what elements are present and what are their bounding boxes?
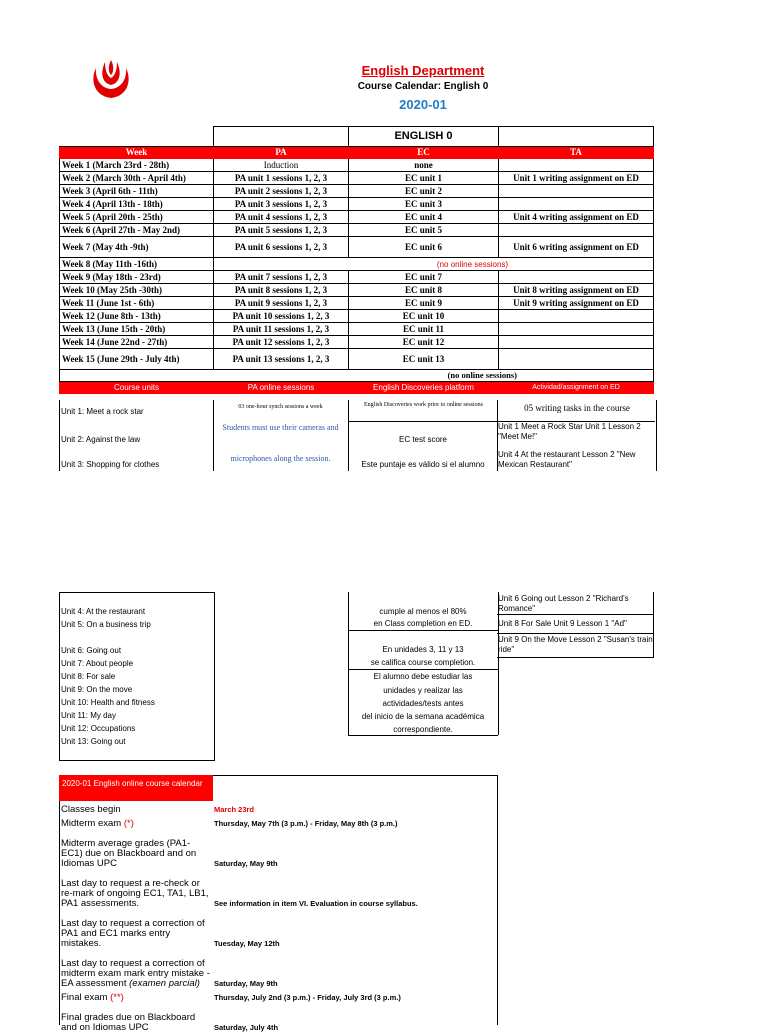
calendar-label: Midterm exam (*) — [61, 818, 134, 829]
schedule-table — [59, 126, 654, 394]
ed-valid-note: Este puntaje es válido si el alumno — [361, 460, 485, 469]
calendar-row — [61, 869, 494, 909]
calendar-row — [61, 989, 494, 1003]
pa-cell: PA unit 13 sessions 1, 2, 3 — [214, 349, 349, 370]
unit-item — [61, 631, 155, 644]
week-cell: Week 10 (May 25th -30th) — [60, 284, 214, 297]
ta-unit4: Unit 4 At the restaurant Lesson 2 "New Mexican Restaurant" — [498, 450, 636, 469]
ed-class-note: en Class completion en ED. — [373, 619, 473, 628]
unit-item: Unit 9: On the move — [61, 685, 133, 694]
ta-unit9: Unit 9 On the Move Lesson 2 "Susan's train ride" — [498, 635, 653, 654]
pa-cell: PA unit 7 sessions 1, 2, 3 — [214, 271, 349, 284]
table-row — [60, 185, 654, 198]
ta-cell: Unit 4 writing assignment on ED — [499, 211, 654, 224]
calendar-value: March 23rd — [214, 805, 255, 814]
ec-cell: EC unit 3 — [349, 198, 499, 211]
ec-cell: EC unit 5 — [349, 224, 499, 237]
week-cell: Week 13 (June 15th - 20th) — [60, 323, 214, 336]
col-pa: PA — [214, 147, 349, 159]
table-title: ENGLISH 0 — [349, 127, 499, 147]
table-row — [60, 349, 654, 370]
table-row — [60, 211, 654, 224]
pa-microphones-note: microphones along the session. — [230, 454, 331, 463]
pa-cell: PA unit 9 sessions 1, 2, 3 — [214, 297, 349, 310]
pa-sync-note: 03 one-hour synch sessions a week — [238, 404, 323, 410]
hdr-course-units: Course units — [60, 382, 214, 394]
ed-units-note: En unidades 3, 11 y 13 — [382, 645, 464, 654]
ta-cell: Unit 6 writing assignment on ED — [499, 237, 654, 258]
ta-cell: Unit 1 writing assignment on ED — [499, 172, 654, 185]
calendar-value: Saturday, May 9th — [214, 979, 278, 988]
ec-cell: EC unit 4 — [349, 211, 499, 224]
hdr-ed-platform: English Discoveries platform — [349, 382, 499, 394]
calendar-label: Last day to request a correction of midterm exam mark entry mistake - EA assessment (examen parcial) — [61, 958, 210, 989]
units-bottom-list — [61, 605, 155, 748]
pa-cell: PA unit 12 sessions 1, 2, 3 — [214, 336, 349, 349]
course-calendar-title: Course Calendar: English 0 — [357, 81, 489, 92]
pa-cell: Induction — [214, 159, 349, 172]
ta-cell — [499, 336, 654, 349]
week-cell: Week 5 (April 20th - 25th) — [60, 211, 214, 224]
ed-must-4: del inicio de la semana académica — [361, 712, 485, 721]
pa-cell: PA unit 5 sessions 1, 2, 3 — [214, 224, 349, 237]
calendar-label: Last day to request a correction of PA1 and EC1 marks entry mistakes. — [61, 918, 205, 949]
pa-cell: PA unit 2 sessions 1, 2, 3 — [214, 185, 349, 198]
ec-cell: EC unit 10 — [349, 310, 499, 323]
ed-must-1: El alumno debe estudiar las — [373, 672, 473, 681]
table-row — [60, 284, 654, 297]
calendar-value: Saturday, July 4th — [214, 1023, 279, 1032]
ec-cell: EC unit 1 — [349, 172, 499, 185]
ta-cell — [499, 185, 654, 198]
table-row — [60, 310, 654, 323]
calendar-label: Final exam (**) — [61, 992, 124, 1003]
ec-cell: EC unit 11 — [349, 323, 499, 336]
week-cell: Week 4 (April 13th - 18th) — [60, 198, 214, 211]
pa-cameras-note: Students must use their cameras and — [222, 423, 339, 432]
ta-unit1: Unit 1 Meet a Rock Star Unit 1 Lesson 2 "Meet Me!" — [498, 422, 641, 441]
table-row — [60, 297, 654, 310]
ec-cell: EC unit 2 — [349, 185, 499, 198]
ta-cell — [499, 198, 654, 211]
calendar-value: Saturday, May 9th — [214, 859, 278, 868]
ta-unit6: Unit 6 Going out Lesson 2 "Richard's Romance" — [498, 594, 629, 613]
week-cell: Week 14 (June 22nd - 27th) — [60, 336, 214, 349]
unit-item: Unit 4: At the restaurant — [61, 607, 146, 616]
week-cell: Week 9 (May 18th - 23rd) — [60, 271, 214, 284]
unit-item: Unit 13: Going out — [61, 737, 126, 746]
unit-3: Unit 3: Shopping for clothes — [61, 460, 160, 469]
ed-test-score: EC test score — [398, 435, 447, 444]
ec-cell: none — [349, 159, 499, 172]
calendar-row — [61, 801, 494, 815]
calendar-label: Classes begin — [61, 804, 121, 815]
unit-item: Unit 12: Occupations — [61, 724, 136, 733]
week-cell: Week 7 (May 4th -9th) — [60, 237, 214, 258]
ed-min-note: cumple al menos el 80% — [379, 607, 467, 616]
ec-cell: EC unit 7 — [349, 271, 499, 284]
hdr-activity-ed: Actividad/assignment on ED — [499, 382, 654, 394]
ta-cell — [499, 159, 654, 172]
table-row — [60, 258, 654, 271]
week-cell: Week 8 (May 11th -16th) — [60, 258, 214, 271]
ec-cell: EC unit 13 — [349, 349, 499, 370]
pa-cell: PA unit 4 sessions 1, 2, 3 — [214, 211, 349, 224]
week-cell: Week 6 (April 27th - May 2nd) — [60, 224, 214, 237]
calendar-value: Thursday, May 7th (3 p.m.) - Friday, May 8th (3 p.m.) — [214, 819, 398, 828]
week-cell: Week 3 (April 6th - 11th) — [60, 185, 214, 198]
ec-cell: EC unit 9 — [349, 297, 499, 310]
table-row — [60, 271, 654, 284]
unit-item: Unit 7: About people — [61, 659, 134, 668]
no-sessions-note: (no online sessions) — [214, 258, 654, 271]
unit-item: Unit 5: On a business trip — [61, 620, 151, 629]
calendar-label: Final grades due on Blackboard and on Idiomas UPC — [61, 1012, 196, 1033]
pa-cell: PA unit 8 sessions 1, 2, 3 — [214, 284, 349, 297]
pa-cell: PA unit 6 sessions 1, 2, 3 — [214, 237, 349, 258]
ed-prior-work: English Discoveries work prior to online sessions — [364, 402, 483, 408]
ta-cell — [499, 349, 654, 370]
calendar-row — [61, 1003, 494, 1033]
ta-cell — [499, 323, 654, 336]
calendar-label: Midterm average grades (PA1-EC1) due on Blackboard and on Idiomas UPC — [61, 838, 197, 869]
pa-cell: PA unit 11 sessions 1, 2, 3 — [214, 323, 349, 336]
ta-cell — [499, 310, 654, 323]
week-cell: Week 2 (March 30th - April 4th) — [60, 172, 214, 185]
term-label: 2020-01 — [399, 97, 447, 112]
ed-must-3: actividades/tests antes — [382, 699, 464, 708]
pa-cell: PA unit 10 sessions 1, 2, 3 — [214, 310, 349, 323]
table-row — [60, 172, 654, 185]
ta-writing-tasks: 05 writing tasks in the course — [524, 403, 630, 413]
calendar-value: See information in item VI. Evaluation in course syllabus. — [214, 899, 418, 908]
calendar-row — [61, 909, 494, 949]
unit-item: Unit 6: Going out — [61, 646, 122, 655]
table-row — [60, 237, 654, 258]
week-cell: Week 12 (June 8th - 13th) — [60, 310, 214, 323]
unit-item: Unit 11: My day — [61, 711, 116, 720]
ec-cell: EC unit 6 — [349, 237, 499, 258]
table-row — [60, 224, 654, 237]
ec-cell: EC unit 8 — [349, 284, 499, 297]
pa-cell: PA unit 3 sessions 1, 2, 3 — [214, 198, 349, 211]
unit-2: Unit 2: Against the law — [61, 435, 141, 444]
ta-cell — [499, 224, 654, 237]
ed-grade-note: se califica course completion. — [370, 658, 476, 667]
week-cell: Week 11 (June 1st - 6th) — [60, 297, 214, 310]
week-cell: Week 15 (June 29th - July 4th) — [60, 349, 214, 370]
ec-cell: EC unit 12 — [349, 336, 499, 349]
final-note: (no online sessions) — [214, 370, 654, 382]
calendar-label: Last day to request a re-check or re-mark of ongoing EC1, TA1, LB1, PA1 assessments. — [61, 878, 209, 909]
col-ec: EC — [349, 147, 499, 159]
week-cell: Week 1 (March 23rd - 28th) — [60, 159, 214, 172]
calendar-row — [61, 829, 494, 869]
department-title: English Department — [361, 63, 485, 78]
online-calendar-title: 2020-01 English online course calendar — [62, 779, 203, 788]
unit-item: Unit 10: Health and fitness — [61, 698, 155, 707]
unit-1: Unit 1: Meet a rock star — [61, 407, 144, 416]
table-row — [60, 159, 654, 172]
ta-cell: Unit 8 writing assignment on ED — [499, 284, 654, 297]
unit-item: Unit 8: For sale — [61, 672, 116, 681]
table-row — [60, 323, 654, 336]
col-week: Week — [60, 147, 214, 159]
calendar-value: Tuesday, May 12th — [214, 939, 280, 948]
pa-cell: PA unit 1 sessions 1, 2, 3 — [214, 172, 349, 185]
hdr-pa-online: PA online sessions — [214, 382, 349, 394]
table-row — [60, 198, 654, 211]
table-row — [60, 336, 654, 349]
ta-unit8: Unit 8 For Sale Unit 9 Lesson 1 "Ad" — [498, 619, 627, 628]
ta-cell — [499, 271, 654, 284]
ed-must-5: correspondiente. — [393, 725, 453, 734]
calendar-row — [61, 949, 494, 989]
calendar-value: Thursday, July 2nd (3 p.m.) - Friday, July 3rd (3 p.m.) — [214, 993, 401, 1002]
ed-must-2: unidades y realizar las — [383, 686, 463, 695]
ta-cell: Unit 9 writing assignment on ED — [499, 297, 654, 310]
calendar-row — [61, 815, 494, 829]
online-calendar-rows — [61, 801, 494, 1033]
col-ta: TA — [499, 147, 654, 159]
